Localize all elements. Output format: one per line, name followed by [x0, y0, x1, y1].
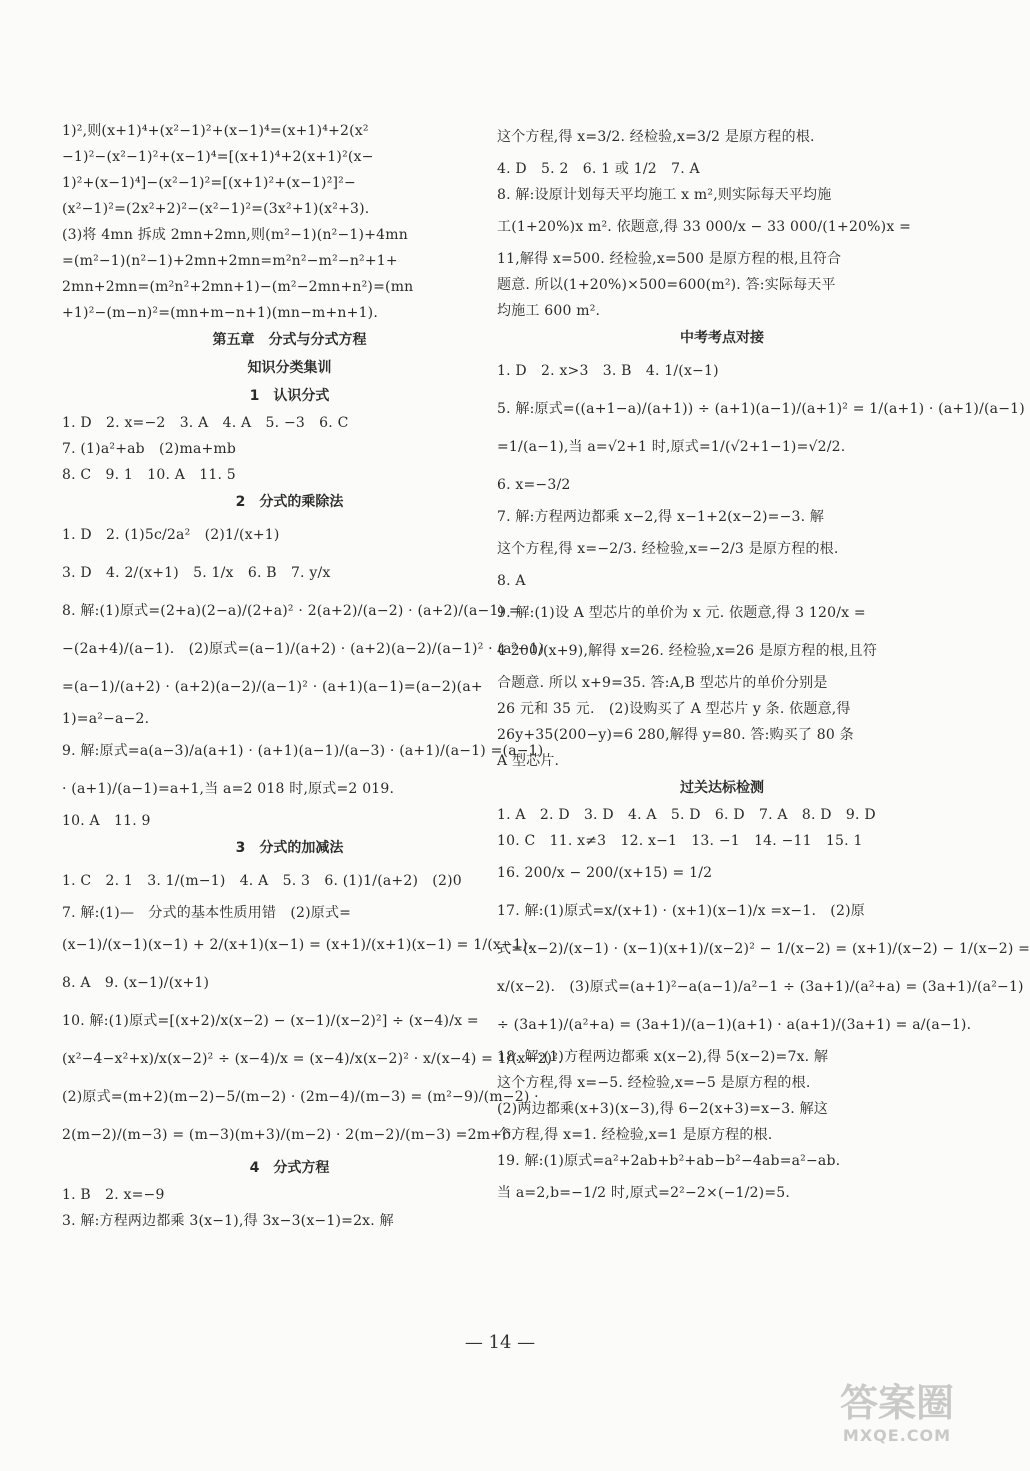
answer-line: 4. D 5. 2 6. 1 或 1/2 7. A [497, 161, 700, 177]
answer-line: −(2a+4)/(a−1). (2)原式=(a−1)/(a+2) · (a+2)(a−2)/(a−1)² · (a²−1) [62, 641, 545, 657]
answer-line: 4 200/(x+9),解得 x=26. 经检验,x=26 是原方程的根,且符 [497, 643, 878, 659]
answer-line: 19. 解:(1)原式=a²+2ab+b²+ab−b²−4ab=a²−ab. [497, 1153, 841, 1169]
answer-line: (x−1)/(x−1)(x−1) + 2/(x+1)(x−1) = (x+1)/(x+1)(x−1) = 1/(x−1). [62, 937, 533, 953]
answer-line: 16. 200/x − 200/(x+15) = 1/2 [497, 865, 713, 881]
answer-line: 工(1+20%)x m². 依题意,得 33 000/x − 33 000/(1+20%)x = [497, 219, 911, 235]
answer-line: 8. A 9. (x−1)/(x+1) [62, 975, 210, 991]
answer-line: 个方程,得 x=1. 经检验,x=1 是原方程的根. [497, 1127, 773, 1143]
watermark-logo [812, 1380, 982, 1460]
answer-line: 当 a=2,b=−1/2 时,原式=2²−2×(−1/2)=5. [497, 1185, 791, 1201]
answer-line: 17. 解:(1)原式=x/(x+1) · (x+1)(x−1)/x =x−1. (2)原 [497, 903, 865, 919]
answer-line: 7. 解:(1)— 分式的基本性质用错 (2)原式= [62, 905, 352, 921]
subsection-title: 4 分式方程 [249, 1160, 330, 1176]
text-line: 2mn+2mn=(m²n²+2mn+1)−(m²−2mn+n²)=(mn [62, 279, 414, 295]
answer-line: =1/(a−1),当 a=√2+1 时,原式=1/(√2+1−1)=√2/2. [497, 439, 846, 455]
answer-line: 6. x=−3/2 [497, 477, 571, 493]
answer-line: 式=(x−2)/(x−1) · (x−1)(x+1)/(x−2)² − 1/(x−2) = (x+1)/(x−2) − 1/(x−2) = [497, 941, 1030, 957]
answer-line: 8. C 9. 1 10. A 11. 5 [62, 467, 236, 483]
answer-line: 26y+35(200−y)=6 280,解得 y=80. 答:购买了 80 条 [497, 727, 854, 743]
answer-line: · (a+1)/(a−1)=a+1,当 a=2 018 时,原式=2 019. [62, 781, 395, 797]
section-title: 知识分类集训 [247, 360, 332, 376]
chapter-title: 第五章 分式与分式方程 [212, 332, 367, 348]
right-column [497, 118, 1030, 1212]
answer-line: 1. D 2. x=−2 3. A 4. A 5. −3 6. C [62, 415, 349, 431]
answer-line: 8. A [497, 573, 526, 589]
answer-line: (x²−4−x²+x)/x(x−2)² ÷ (x−4)/x = (x−4)/x(x−2)² · x/(x−4) = 1/(x−2)². [62, 1051, 563, 1067]
answer-line: 10. C 11. x≠3 12. x−1 13. −1 14. −11 15. 1 [497, 833, 863, 849]
answer-line: 合题意. 所以 x+9=35. 答:A,B 型芯片的单价分别是 [497, 675, 828, 691]
answer-line: 题意. 所以(1+20%)×500=600(m²). 答:实际每天平 [497, 277, 836, 293]
answer-line: 8. 解:设原计划每天平均施工 x m²,则实际每天平均施 [497, 187, 832, 203]
text-line: 这个方程,得 x=3/2. 经检验,x=3/2 是原方程的根. [497, 129, 815, 145]
subsection-title: 1 认识分式 [249, 388, 330, 404]
text-line: (x²−1)²=(2x²+2)²−(x²−1)²=(3x²+1)(x²+3). [62, 201, 370, 217]
section-title: 过关达标检测 [680, 780, 764, 796]
answer-line: 11,解得 x=500. 经检验,x=500 是原方程的根,且符合 [497, 251, 842, 267]
watermark-text: 答案圈 [839, 1381, 954, 1425]
answer-line: x/(x−2). (3)原式=(a+1)²−a(a−1)/a²−1 ÷ (3a+1)/(a²+a) = (3a+1)/(a²−1) [497, 979, 1024, 995]
subsection-title: 2 分式的乘除法 [235, 494, 344, 510]
answer-line: 18. 解:(1)方程两边都乘 x(x−2),得 5(x−2)=7x. 解 [497, 1049, 829, 1065]
answer-line: 2(m−2)/(m−3) = (m−3)(m+3)/(m−2) · 2(m−2)/(m−3) =2m+6. [62, 1127, 516, 1143]
text-line: (3)将 4mn 拆成 2mn+2mn,则(m²−1)(n²−1)+4mn [62, 227, 408, 243]
answer-line: 1. B 2. x=−9 [62, 1187, 165, 1203]
text-line: +1)²−(m−n)²=(mn+m−n+1)(mn−m+n+1). [62, 305, 378, 321]
answer-line: 5. 解:原式=((a+1−a)/(a+1)) ÷ (a+1)(a−1)/(a+1)² = 1/(a+1) · (a+1)/(a−1) [497, 401, 1025, 417]
answer-line: 26 元和 35 元. (2)设购买了 A 型芯片 y 条. 依题意,得 [497, 701, 851, 717]
answer-line: ÷ (3a+1)/(a²+a) = (3a+1)/(a−1)(a+1) · a(a+1)/(3a+1) = a/(a−1). [497, 1017, 972, 1033]
answer-line: 这个方程,得 x=−5. 经检验,x=−5 是原方程的根. [497, 1075, 811, 1091]
text-line: 1)²+(x−1)⁴]−(x²−1)²=[(x+1)²+(x−1)²]²− [62, 175, 356, 191]
answer-line: 3. 解:方程两边都乘 3(x−1),得 3x−3(x−1)=2x. 解 [62, 1213, 394, 1229]
answer-line: 7. (1)a²+ab (2)ma+mb [62, 441, 237, 457]
answer-line: 3. D 4. 2/(x+1) 5. 1/x 6. B 7. y/x [62, 565, 331, 581]
subsection-title: 3 分式的加减法 [235, 840, 344, 856]
text-line: −1)²−(x²−1)²+(x−1)⁴=[(x+1)⁴+2(x+1)²(x− [62, 149, 374, 165]
text-line: =(m²−1)(n²−1)+2mn+2mn=m²n²−m²−n²+1+ [62, 253, 398, 269]
answer-line: 这个方程,得 x=−2/3. 经检验,x=−2/3 是原方程的根. [497, 541, 839, 557]
answer-line: 10. 解:(1)原式=[(x+2)/x(x−2) − (x−1)/(x−2)²] ÷ (x−4)/x = [62, 1013, 479, 1029]
answer-line: 1. C 2. 1 3. 1/(m−1) 4. A 5. 3 6. (1)1/(a+2) (2)0 [62, 873, 462, 889]
answer-line: 9. 解:(1)设 A 型芯片的单价为 x 元. 依题意,得 3 120/x = [497, 605, 866, 621]
answer-line: (2)原式=(m+2)(m−2)−5/(m−2) · (2m−4)/(m−3) = (m²−9)/(m−2) · [62, 1089, 539, 1105]
answer-line: A 型芯片. [497, 753, 560, 769]
page-number: — 14 — [464, 1332, 536, 1353]
answer-line: 9. 解:原式=a(a−3)/a(a+1) · (a+1)(a−1)/(a−3) · (a+1)/(a−1) =(a−1) [62, 743, 544, 759]
answer-line: 1. A 2. D 3. D 4. A 5. D 6. D 7. A 8. D 9. D [497, 807, 876, 823]
section-title: 中考考点对接 [680, 330, 764, 346]
watermark-url: MXQE.COM [842, 1426, 952, 1445]
answer-line: 均施工 600 m². [497, 303, 601, 319]
answer-line: 1. D 2. x>3 3. B 4. 1/(x−1) [497, 363, 719, 379]
text-line: 1)²,则(x+1)⁴+(x²−1)²+(x−1)⁴=(x+1)⁴+2(x² [62, 123, 369, 139]
answer-line: 1)=a²−a−2. [62, 711, 150, 727]
answer-line: 7. 解:方程两边都乘 x−2,得 x−1+2(x−2)=−3. 解 [497, 509, 825, 525]
answer-line: (2)两边都乘(x+3)(x−3),得 6−2(x+3)=x−3. 解这 [497, 1101, 829, 1117]
answer-line: 8. 解:(1)原式=(2+a)(2−a)/(2+a)² · 2(a+2)/(a−2) · (a+2)/(a−1) = [62, 603, 521, 619]
answer-line: 1. D 2. (1)5c/2a² (2)1/(x+1) [62, 527, 280, 543]
answer-line: =(a−1)/(a+2) · (a+2)(a−2)/(a−1)² · (a+1)(a−1)=(a−2)(a+ [62, 679, 483, 695]
answer-line: 10. A 11. 9 [62, 813, 151, 829]
